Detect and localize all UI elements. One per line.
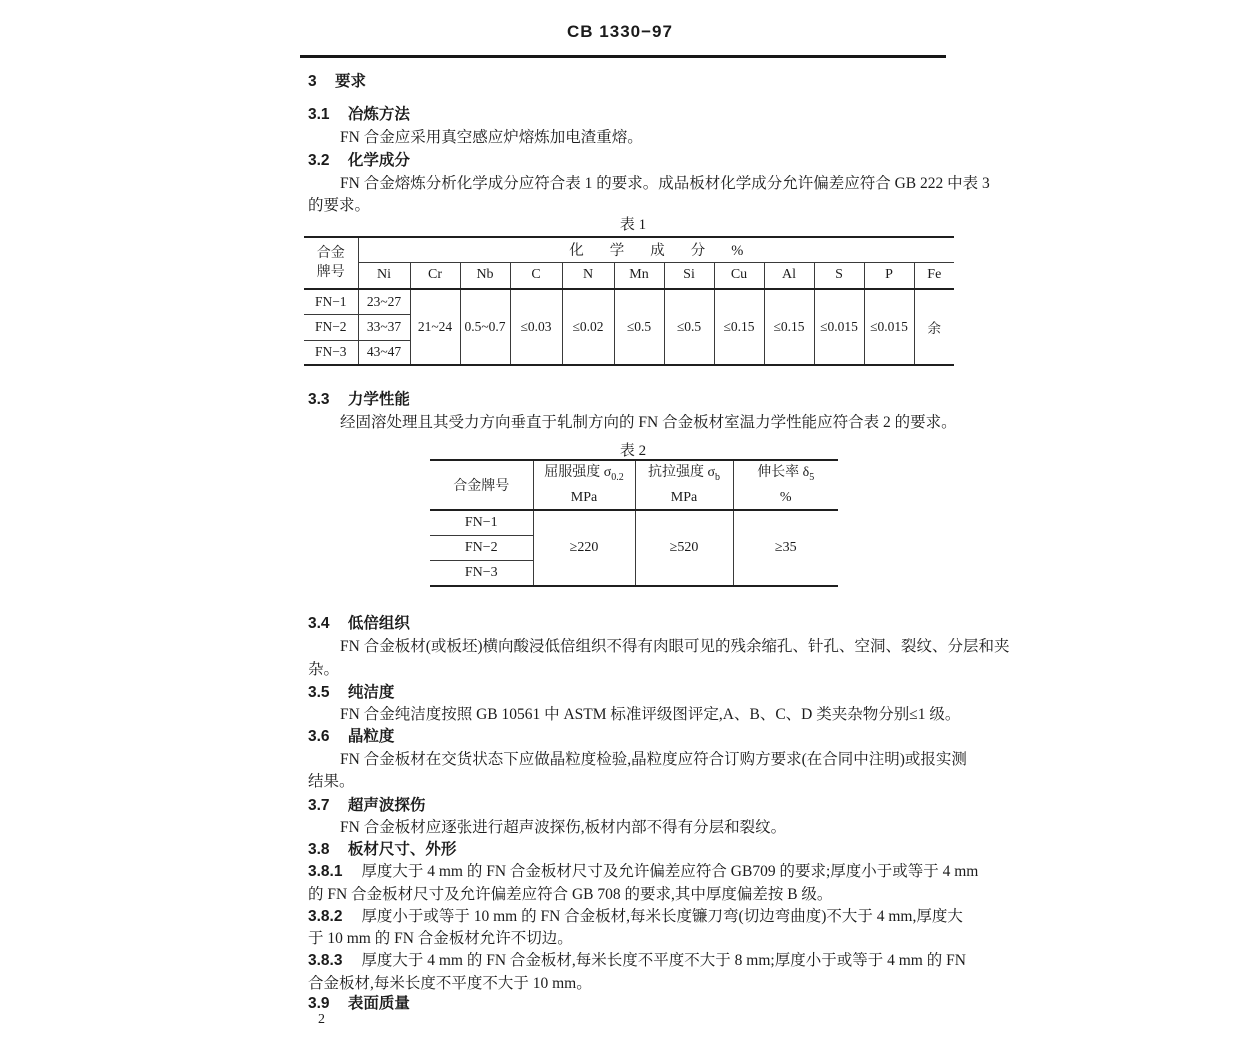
section-title: 冶炼方法 [347, 106, 410, 123]
table1-ni-fn3: 43~47 [358, 340, 410, 365]
section-3-8-3-paragraph [308, 952, 966, 970]
table1-ni-fn1: 23~27 [358, 289, 410, 314]
table2-tensile-strength-symbol: 抗拉强度 σ [647, 464, 716, 480]
section-title: 低倍组织 [347, 615, 410, 632]
table2-grade-fn1: FN−1 [430, 510, 533, 535]
section-3-3-heading [308, 391, 410, 409]
table2-yield-strength-header [533, 460, 635, 510]
table2-yield-strength-label [534, 462, 635, 488]
section-number: 3.6 [308, 728, 330, 745]
paragraph-line: 的 FN 合金板材尺寸及允许偏差应符合 GB 708 的要求,其中厚度偏差按 B 级。 [308, 886, 833, 903]
paragraph-line: 于 10 mm 的 FN 合金板材允许不切边。 [308, 930, 573, 947]
table1-col-c: C [510, 262, 562, 289]
table1-value-si: ≤0.5 [664, 289, 714, 365]
table1-value-nb: 0.5~0.7 [460, 289, 510, 365]
table2-elongation-unit: % [779, 490, 792, 506]
paragraph-line: FN 合金纯洁度按照 GB 10561 中 ASTM 标准评级图评定,A、B、C、D 类夹杂物分别≤1 级。 [340, 706, 961, 723]
table1-value-fe: 余 [914, 289, 954, 365]
section-3-4-heading [308, 615, 410, 633]
section-3-7-heading [308, 797, 425, 815]
paragraph-line: 厚度小于或等于 10 mm 的 FN 合金板材,每米长度镰刀弯(切边弯曲度)不大于 4 mm,厚度大 [361, 908, 963, 925]
section-number: 3.8.2 [308, 908, 343, 925]
table1-value-c: ≤0.03 [510, 289, 562, 365]
table1-col-ni: Ni [358, 262, 410, 289]
section-number: 3.3 [308, 391, 330, 408]
table2-grade-header: 合金牌号 [430, 460, 533, 510]
section-3-6-heading [308, 728, 394, 746]
section-title: 表面质量 [347, 995, 410, 1012]
table1-grade-fn2: FN−2 [304, 314, 358, 340]
table1-caption: 表 1 [619, 217, 647, 233]
table2-elongation-label [734, 462, 839, 488]
table1-chemical-composition [304, 236, 954, 366]
paragraph-line: 厚度大于 4 mm 的 FN 合金板材,每米长度不平度不大于 8 mm;厚度小于或等于 4 mm 的 FN [361, 952, 966, 969]
table1-grade-header-line2: 牌号 [316, 265, 345, 280]
section-title: 晶粒度 [347, 728, 395, 745]
paragraph-line: 合金板材,每米长度不平度不大于 10 mm。 [308, 975, 592, 992]
paragraph-line: FN 合金板材(或板坯)横向酸浸低倍组织不得有肉眼可见的残余缩孔、针孔、空洞、裂纹、分层和夹 [340, 638, 1010, 655]
paragraph-line: FN 合金熔炼分析化学成分应符合表 1 的要求。成品板材化学成分允许偏差应符合 GB 222 中表 3 [340, 175, 990, 192]
doc-number: CB 1330−97 [567, 22, 673, 41]
table2-elongation-header [733, 460, 838, 510]
paragraph-line: FN 合金板材在交货状态下应做晶粒度检验,晶粒度应符合订购方要求(在合同中注明)或报实测 [340, 751, 967, 768]
table2-grade-fn3: FN−3 [464, 564, 498, 580]
section-3-2-heading [308, 152, 410, 170]
paragraph-line: 结果。 [308, 773, 355, 790]
section-title: 超声波探伤 [347, 797, 426, 814]
section-title: 力学性能 [347, 391, 410, 408]
table1-value-cu: ≤0.15 [714, 289, 764, 365]
section-3-9-heading [308, 995, 410, 1013]
table1-value-p: ≤0.015 [864, 289, 914, 365]
table2-tensile-strength-label [636, 462, 733, 488]
section-3-8-heading [308, 841, 456, 859]
table1-ni-fn2: 33~37 [358, 314, 410, 340]
section-title: 板材尺寸、外形 [347, 841, 457, 858]
table1-col-si: Si [664, 262, 714, 289]
table2-elongation-subscript: 5 [809, 471, 815, 483]
section-number: 3.9 [308, 995, 330, 1012]
table1-col-cu: Cu [714, 262, 764, 289]
section-3-8-1-paragraph [308, 863, 978, 881]
table1-value-al: ≤0.15 [764, 289, 814, 365]
table1-value-mn: ≤0.5 [614, 289, 664, 365]
paragraph-line: FN 合金应采用真空感应炉熔炼加电渣重熔。 [340, 129, 643, 146]
table2-tensile-strength-header [635, 460, 733, 510]
table1-grade-fn3: FN−3 [314, 344, 347, 360]
table1-col-mn: Mn [614, 262, 664, 289]
table1-value-n: ≤0.02 [562, 289, 614, 365]
table1-grade-fn1: FN−1 [304, 289, 358, 314]
table2-value-yield: ≥220 [533, 510, 635, 586]
section-number: 3.8.3 [308, 952, 343, 969]
table1-col-nb: Nb [460, 262, 510, 289]
section-3-heading [308, 73, 366, 91]
table2-grade-fn2: FN−2 [430, 535, 533, 560]
table1-grade-header-cell [304, 237, 358, 289]
table1-value-s: ≤0.015 [814, 289, 864, 365]
table1-col-s: S [814, 262, 864, 289]
section-number: 3.7 [308, 797, 330, 814]
section-3-8-2-paragraph [308, 908, 963, 926]
table2-yield-strength-subscript: 0.2 [611, 471, 624, 483]
paragraph-line: FN 合金板材应逐张进行超声波探伤,板材内部不得有分层和裂纹。 [340, 819, 787, 836]
section-number: 3.8.1 [308, 863, 343, 880]
paragraph-line: 经固溶处理且其受力方向垂直于轧制方向的 FN 合金板材室温力学性能应符合表 2 的要求。 [340, 414, 957, 431]
table1-group-header: 化学成分% [358, 237, 954, 262]
table2-elongation-symbol: 伸长率 δ [757, 464, 810, 480]
section-number: 3.5 [308, 684, 330, 701]
table1-col-fe: Fe [914, 262, 954, 289]
table1-col-cr: Cr [410, 262, 460, 289]
table1-value-cr: 21~24 [410, 289, 460, 365]
section-title: 要求 [334, 73, 366, 90]
section-number: 3.1 [308, 106, 330, 123]
table2-tensile-strength-subscript: b [715, 471, 721, 483]
table1-col-p: P [864, 262, 914, 289]
section-number: 3.4 [308, 615, 330, 632]
paragraph-line: 的要求。 [308, 197, 371, 214]
table2-tensile-strength-unit: MPa [670, 490, 698, 506]
section-number: 3 [308, 73, 317, 90]
section-title: 化学成分 [347, 152, 410, 169]
section-3-1-heading [308, 106, 410, 124]
table2-caption: 表 2 [619, 443, 647, 459]
section-number: 3.2 [308, 152, 330, 169]
table2-mechanical-properties [430, 459, 838, 587]
table2-value-tensile: ≥520 [635, 510, 733, 586]
table1-col-n: N [562, 262, 614, 289]
table2-yield-strength-unit: MPa [570, 490, 598, 506]
section-3-5-heading [308, 684, 394, 702]
table1-col-al: Al [764, 262, 814, 289]
page-number: 2 [318, 1012, 325, 1027]
table2-yield-strength-symbol: 屈服强度 σ [544, 464, 612, 480]
header-rule [300, 55, 946, 58]
paragraph-line: 杂。 [308, 661, 340, 678]
table1-grade-header-line1: 合金 [316, 246, 345, 261]
section-number: 3.8 [308, 841, 330, 858]
paragraph-line: 厚度大于 4 mm 的 FN 合金板材尺寸及允许偏差应符合 GB709 的要求;厚度小于或等于 4 mm [361, 863, 979, 880]
table2-value-elongation: ≥35 [733, 510, 838, 586]
section-title: 纯洁度 [347, 684, 395, 701]
